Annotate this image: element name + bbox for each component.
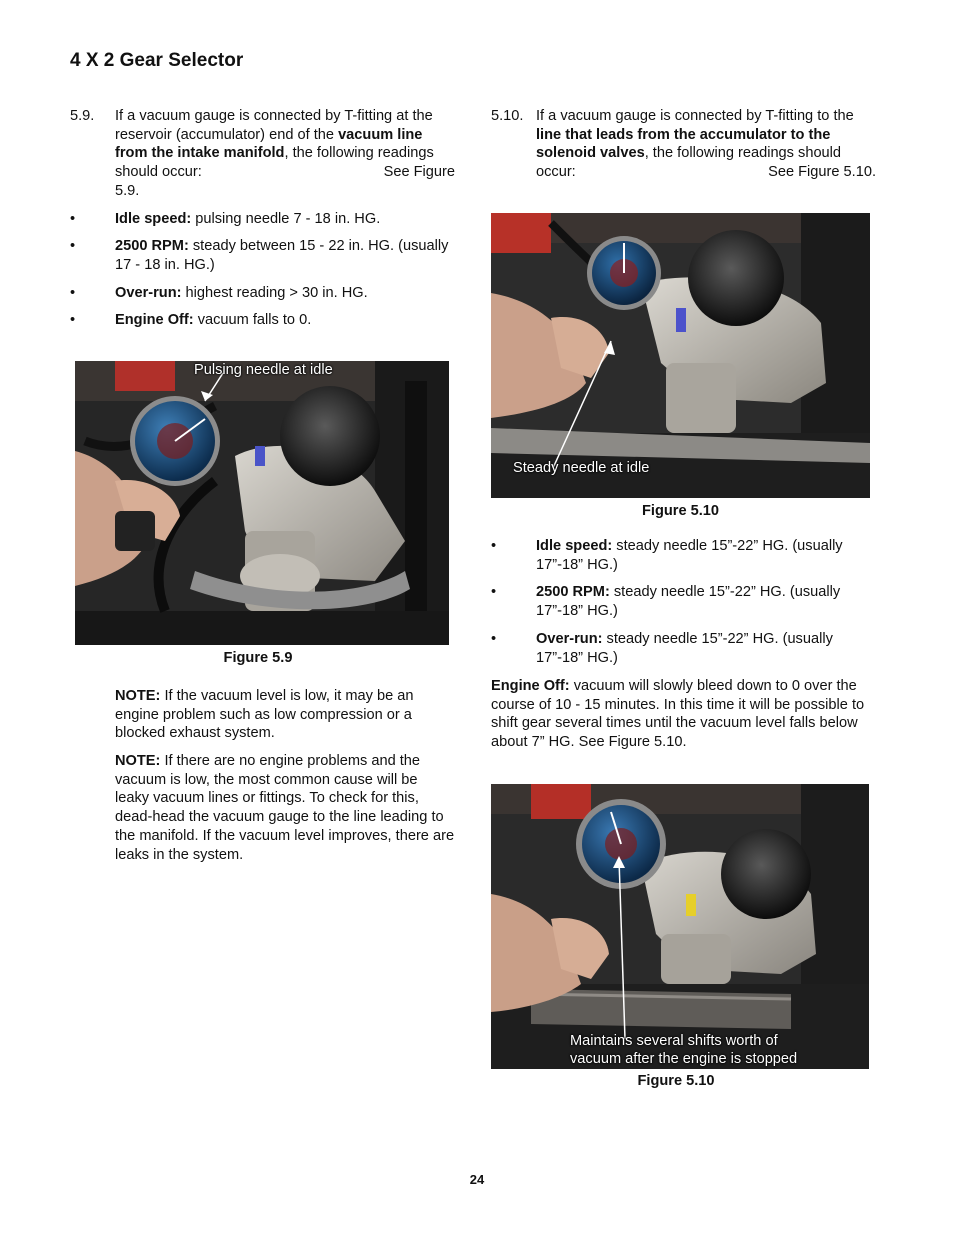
list-item	[70, 284, 455, 303]
page-title: 4 X 2 Gear Selector	[70, 50, 244, 71]
gauge-photo-illustration	[75, 361, 449, 645]
right-column	[491, 107, 876, 182]
step-text-bold: vacuum line from the intake manifold	[115, 126, 423, 162]
reading-text: vacuum falls to 0.	[193, 312, 312, 329]
reading-label: 2500 RPM:	[536, 584, 610, 601]
note-text: If there are no engine problems and the vacuum is low, the most common cause will be leaky vacuum lines or fittings. To check for this, dead-head the vacuum gauge to the line leading to the manifold. If the vacuum level improves, there are leaks in the system.	[115, 753, 455, 863]
note-text: If the vacuum level is low, it may be an engine problem such as low compression or a blocked exhaust system.	[115, 688, 414, 742]
reading-text: steady needle 15”-22” HG. (usually 17”-18” HG.)	[536, 538, 843, 573]
engine-off-paragraph	[491, 677, 876, 752]
list-item	[491, 583, 876, 620]
bullet-icon: •	[491, 584, 497, 601]
bullet-icon: •	[70, 238, 76, 255]
note-label: NOTE:	[115, 688, 161, 704]
reading-text: pulsing needle 7 - 18 in. HG.	[191, 210, 381, 227]
bullet-icon: •	[491, 630, 497, 647]
step-5-9	[70, 107, 455, 201]
photo-overlay-label	[570, 1033, 797, 1068]
step-text: If a vacuum gauge is connected by T-fitting at the reservoir (accumulator) end of the	[115, 108, 433, 143]
reading-text: highest reading > 30 in. HG.	[181, 284, 368, 301]
list-item	[491, 630, 876, 667]
step-text-end: , the following readings should occur:	[536, 145, 842, 181]
list-item	[70, 237, 455, 274]
see-figure-ref-number: 5.9.	[115, 182, 140, 199]
step-text: If a vacuum gauge is connected by T-fitting to the	[536, 108, 854, 124]
step-text-bold: line that leads from the accumulator to the solenoid valves	[536, 126, 831, 162]
photo-overlay-label: Pulsing needle at idle	[194, 362, 333, 378]
reading-label: Idle speed:	[115, 210, 192, 227]
reading-label: Over-run:	[536, 630, 603, 647]
figure-5-10-photo-1	[491, 213, 870, 498]
photo-overlay-line-2: vacuum after the engine is stopped	[570, 1050, 798, 1067]
bullet-icon: •	[70, 284, 76, 301]
reading-label: 2500 RPM:	[115, 238, 189, 255]
reading-label: Over-run:	[115, 284, 182, 301]
note-block	[115, 687, 455, 743]
step-5-10	[491, 107, 876, 182]
list-item	[491, 537, 876, 574]
see-figure-ref: See Figure 5.10.	[768, 164, 876, 181]
gauge-photo-illustration	[491, 213, 870, 498]
list-item	[70, 311, 455, 330]
figure-5-10-photo-2	[491, 784, 869, 1069]
reading-text: steady between 15 - 22 in. HG. (usually 17 - 18 in. HG.)	[115, 238, 449, 273]
figure-5-9-photo	[75, 361, 449, 645]
figure-caption: Figure 5.10	[641, 503, 720, 519]
reading-label: Engine Off:	[115, 312, 194, 329]
figure-caption: Figure 5.9	[223, 650, 293, 666]
step-number: 5.9.	[70, 108, 95, 124]
engine-off-label: Engine Off:	[491, 678, 570, 694]
photo-overlay-line-1: Maintains several shifts worth of	[570, 1033, 778, 1049]
list-item	[70, 210, 455, 229]
note-label: NOTE:	[115, 753, 161, 769]
bullet-icon: •	[70, 312, 76, 329]
photo-overlay-label: Steady needle at idle	[513, 460, 650, 476]
step-number: 5.10.	[491, 108, 524, 124]
see-figure-ref: See Figure	[383, 164, 455, 181]
gauge-photo-illustration	[491, 784, 869, 1069]
bullet-icon: •	[491, 538, 497, 554]
reading-list	[70, 210, 455, 331]
note-block	[115, 752, 455, 864]
figure-caption: Figure 5.10	[637, 1073, 715, 1089]
reading-text: steady needle 15”-22” HG. (usually 17”-18” HG.)	[536, 584, 841, 620]
page-number: 24	[469, 1172, 485, 1187]
engine-off-text: vacuum will slowly bleed down to 0 over the course of 10 - 15 minutes. In this time it will be possible to shift gear several times until the vacuum level falls below about 7” HG. See Figure 5.10.	[491, 678, 865, 751]
step-text-end: , the following readings should occur:	[115, 145, 434, 181]
bullet-icon: •	[70, 210, 76, 227]
left-column	[70, 107, 455, 339]
reading-list-right	[491, 537, 876, 676]
reading-text: steady needle 15”-22” HG. (usually 17”-18” HG.)	[536, 630, 833, 666]
reading-label: Idle speed:	[536, 538, 613, 554]
